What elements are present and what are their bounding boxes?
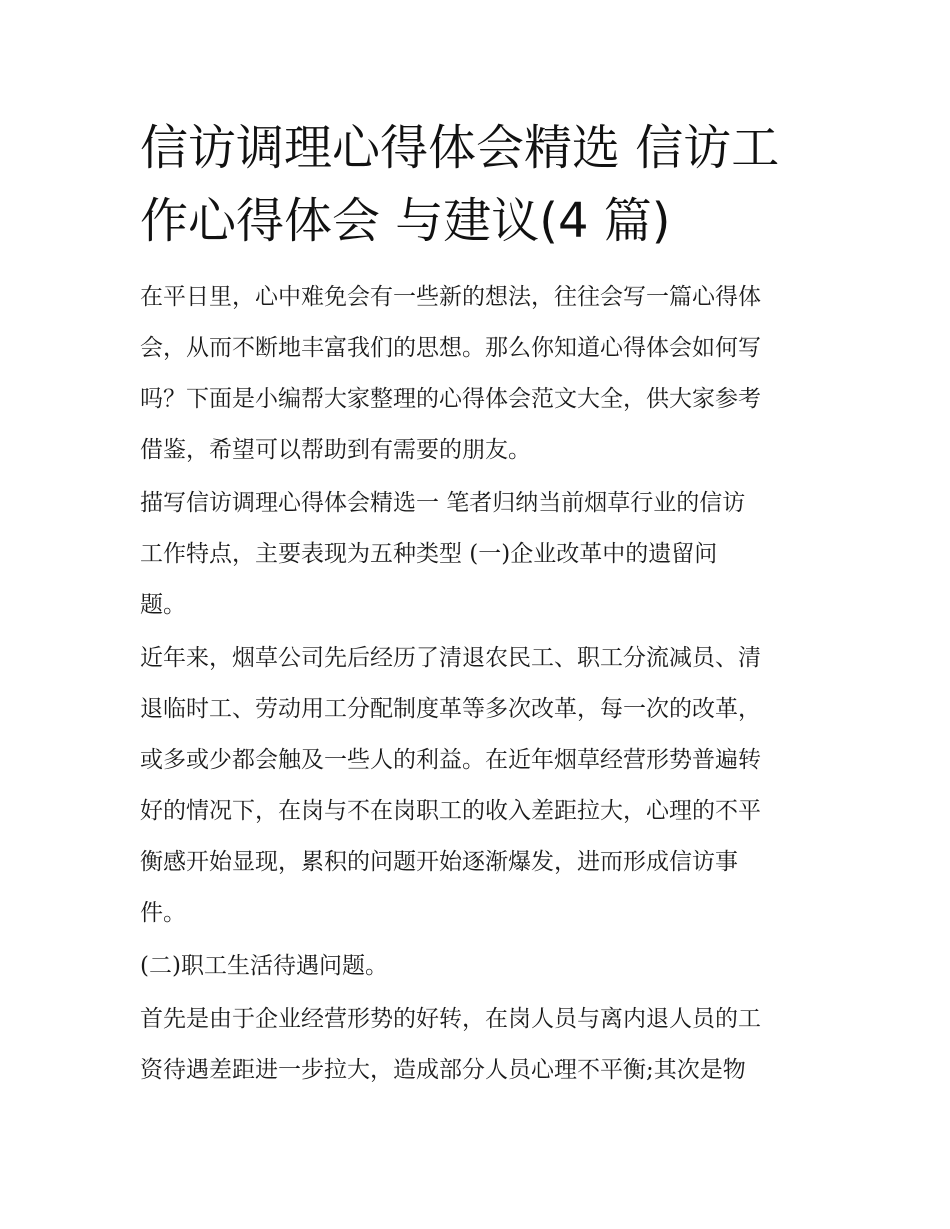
paragraph-line: 借鉴，希望可以帮助到有需要的朋友。: [140, 437, 531, 463]
title-line-1: 信访调理心得体会精选 信访工: [140, 120, 780, 176]
paragraph-line: 或多或少都会触及一些人的利益。在近年烟草经营形势普遍转: [140, 747, 761, 773]
paragraph-line: (二)职工生活待遇问题。: [140, 953, 388, 979]
paragraph-line: 会，从而不断地丰富我们的思想。那么你知道心得体会如何写: [140, 335, 761, 361]
paragraph-line: 吗？下面是小编帮大家整理的心得体会范文大全，供大家参考: [140, 386, 761, 412]
paragraph-line: 在平日里，心中难免会有一些新的想法，往往会写一篇心得体: [140, 284, 761, 310]
paragraph-line: 好的情况下，在岗与不在岗职工的收入差距拉大，心理的不平: [140, 798, 761, 824]
paragraph-line: 资待遇差距进一步拉大，造成部分人员心理不平衡;其次是物: [140, 1057, 746, 1083]
reform-paragraph: [140, 633, 815, 939]
title-line-2: 作心得体会 与建议(4 篇): [140, 193, 671, 249]
paragraph-line: 衡感开始显现，累积的问题开始逐渐爆发，进而形成信访事: [140, 849, 738, 875]
section-two-heading: [140, 941, 815, 992]
paragraph-line: 题。: [140, 592, 186, 618]
wages-paragraph: [140, 994, 815, 1096]
paragraph-line: 描写信访调理心得体会精选一 笔者归纳当前烟草行业的信访: [140, 490, 746, 516]
document-title: [140, 112, 815, 258]
paragraph-line: 近年来，烟草公司先后经历了清退农民工、职工分流减员、清: [140, 645, 761, 671]
document-page: [140, 112, 815, 1096]
intro-paragraph: [140, 272, 815, 476]
paragraph-line: 首先是由于企业经营形势的好转，在岗人员与离内退人员的工: [140, 1006, 761, 1032]
section-one-paragraph: [140, 478, 815, 631]
paragraph-line: 工作特点，主要表现为五种类型 (一)企业改革中的遗留问: [140, 541, 718, 567]
paragraph-line: 退临时工、劳动用工分配制度革等多次改革，每一次的改革，: [140, 696, 761, 722]
paragraph-line: 件。: [140, 900, 186, 926]
